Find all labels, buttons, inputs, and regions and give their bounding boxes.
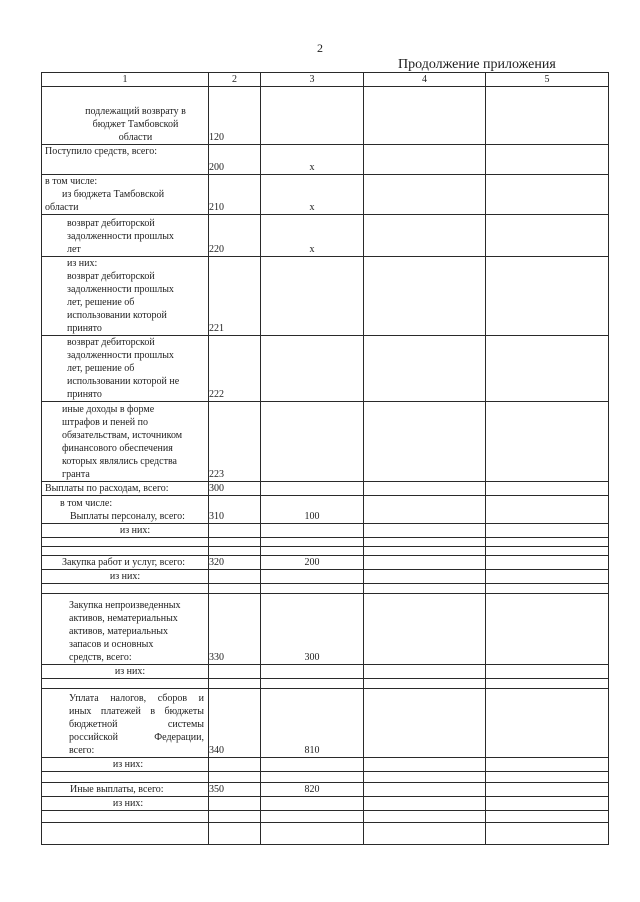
row-value-col5 xyxy=(486,594,609,665)
row-label: из них: xyxy=(42,570,209,584)
table-row xyxy=(42,496,609,524)
row-value-col3 xyxy=(261,336,364,402)
table-row xyxy=(42,524,609,538)
row-value-col4 xyxy=(364,570,486,584)
row-code: 200 xyxy=(209,145,261,175)
budget-form-table xyxy=(41,72,609,845)
continuation-title: Продолжение приложения xyxy=(398,57,556,72)
row-value-col4 xyxy=(364,482,486,496)
row-label: в том числе: Выплаты персоналу, всего: xyxy=(42,496,209,524)
row-code: 310 xyxy=(209,496,261,524)
row-code xyxy=(209,665,261,679)
row-value-col3: 300 xyxy=(261,594,364,665)
table-row-empty xyxy=(42,811,609,823)
row-label: иные доходы в форме штрафов и пеней по обязательствам, источником финансового обеспечения которых являлись средства гранта xyxy=(42,402,209,482)
row-code: 221 xyxy=(209,257,261,336)
row-label: Иные выплаты, всего: xyxy=(42,783,209,797)
row-value-col4 xyxy=(364,87,486,145)
row-code: 220 xyxy=(209,215,261,257)
row-value-col3 xyxy=(261,482,364,496)
table-row xyxy=(42,556,609,570)
row-value-col5 xyxy=(486,665,609,679)
row-value-col4 xyxy=(364,783,486,797)
row-code: 330 xyxy=(209,594,261,665)
table-row-empty xyxy=(42,538,609,547)
row-value-col4 xyxy=(364,402,486,482)
row-value-col4 xyxy=(364,797,486,811)
row-label: Поступило средств, всего: xyxy=(42,145,209,175)
row-label: подлежащий возврату в бюджет Тамбовской области xyxy=(42,87,209,145)
row-value-col3: 820 xyxy=(261,783,364,797)
row-value-col4 xyxy=(364,524,486,538)
row-code xyxy=(209,797,261,811)
table-row-empty xyxy=(42,584,609,594)
column-header-5: 5 xyxy=(486,73,609,87)
row-value-col3 xyxy=(261,570,364,584)
row-value-col5 xyxy=(486,797,609,811)
table-header-row xyxy=(42,73,609,87)
column-header-3: 3 xyxy=(261,73,364,87)
row-code: 340 xyxy=(209,689,261,758)
table-row xyxy=(42,482,609,496)
table-row-empty xyxy=(42,679,609,689)
table-row xyxy=(42,402,609,482)
row-value-col3 xyxy=(261,797,364,811)
row-value-col3 xyxy=(261,524,364,538)
table-row xyxy=(42,257,609,336)
column-header-2: 2 xyxy=(209,73,261,87)
row-value-col5 xyxy=(486,175,609,215)
table-row xyxy=(42,665,609,679)
row-value-col3: 810 xyxy=(261,689,364,758)
row-value-col4 xyxy=(364,257,486,336)
row-code xyxy=(209,570,261,584)
table-row xyxy=(42,145,609,175)
row-value-col5 xyxy=(486,87,609,145)
table-row-empty xyxy=(42,823,609,845)
row-value-col5 xyxy=(486,524,609,538)
row-value-col4 xyxy=(364,175,486,215)
row-value-col5 xyxy=(486,482,609,496)
row-value-col4 xyxy=(364,665,486,679)
row-value-col5 xyxy=(486,570,609,584)
row-label: из них: xyxy=(42,758,209,772)
row-value-col3: 100 xyxy=(261,496,364,524)
row-code: 120 xyxy=(209,87,261,145)
table-row xyxy=(42,570,609,584)
row-label: возврат дебиторской задолженности прошлых лет, решение об использовании которой не принято xyxy=(42,336,209,402)
row-value-col3: x xyxy=(261,215,364,257)
row-value-col4 xyxy=(364,689,486,758)
table-row xyxy=(42,215,609,257)
table-row-empty xyxy=(42,772,609,783)
row-value-col3 xyxy=(261,402,364,482)
row-code: 222 xyxy=(209,336,261,402)
row-value-col3 xyxy=(261,87,364,145)
column-header-1: 1 xyxy=(42,73,209,87)
column-header-4: 4 xyxy=(364,73,486,87)
row-code: 210 xyxy=(209,175,261,215)
table-row xyxy=(42,336,609,402)
row-value-col4 xyxy=(364,594,486,665)
row-value-col5 xyxy=(486,257,609,336)
table-row xyxy=(42,758,609,772)
table-row-empty xyxy=(42,547,609,556)
row-value-col3 xyxy=(261,665,364,679)
row-value-col3: 200 xyxy=(261,556,364,570)
row-value-col5 xyxy=(486,689,609,758)
row-label: возврат дебиторской задолженности прошлых лет xyxy=(42,215,209,257)
row-value-col3 xyxy=(261,257,364,336)
row-value-col4 xyxy=(364,145,486,175)
row-code xyxy=(209,524,261,538)
table-row xyxy=(42,689,609,758)
row-label: Закупка непроизведенных активов, нематериальных активов, материальных запасов и основных средств, всего: xyxy=(42,594,209,665)
row-value-col5 xyxy=(486,145,609,175)
row-label: из них: xyxy=(42,524,209,538)
row-value-col4 xyxy=(364,556,486,570)
row-label: Закупка работ и услуг, всего: xyxy=(42,556,209,570)
row-label: Уплата налогов, сборов и иных платежей в бюджеты бюджетной системы российской Федерации, всего: xyxy=(42,689,209,758)
row-value-col5 xyxy=(486,783,609,797)
row-value-col3 xyxy=(261,758,364,772)
table-row xyxy=(42,797,609,811)
row-value-col3: x xyxy=(261,145,364,175)
row-code xyxy=(209,758,261,772)
row-value-col4 xyxy=(364,336,486,402)
row-value-col3: x xyxy=(261,175,364,215)
row-value-col4 xyxy=(364,758,486,772)
table-row xyxy=(42,783,609,797)
row-value-col4 xyxy=(364,496,486,524)
page-number: 2 xyxy=(317,41,323,55)
row-code: 350 xyxy=(209,783,261,797)
row-label: из них: xyxy=(42,797,209,811)
row-label: из них: xyxy=(42,665,209,679)
row-code: 300 xyxy=(209,482,261,496)
table-row xyxy=(42,175,609,215)
row-value-col4 xyxy=(364,215,486,257)
table-row xyxy=(42,594,609,665)
row-value-col5 xyxy=(486,215,609,257)
row-label: Выплаты по расходам, всего: xyxy=(42,482,209,496)
row-value-col5 xyxy=(486,556,609,570)
row-value-col5 xyxy=(486,758,609,772)
row-code: 223 xyxy=(209,402,261,482)
row-value-col5 xyxy=(486,496,609,524)
row-label: в том числе: из бюджета Тамбовской области xyxy=(42,175,209,215)
row-value-col5 xyxy=(486,402,609,482)
row-value-col5 xyxy=(486,336,609,402)
row-code: 320 xyxy=(209,556,261,570)
table-row xyxy=(42,87,609,145)
row-label: из них: возврат дебиторской задолженности прошлых лет, решение об использовании которой принято xyxy=(42,257,209,336)
